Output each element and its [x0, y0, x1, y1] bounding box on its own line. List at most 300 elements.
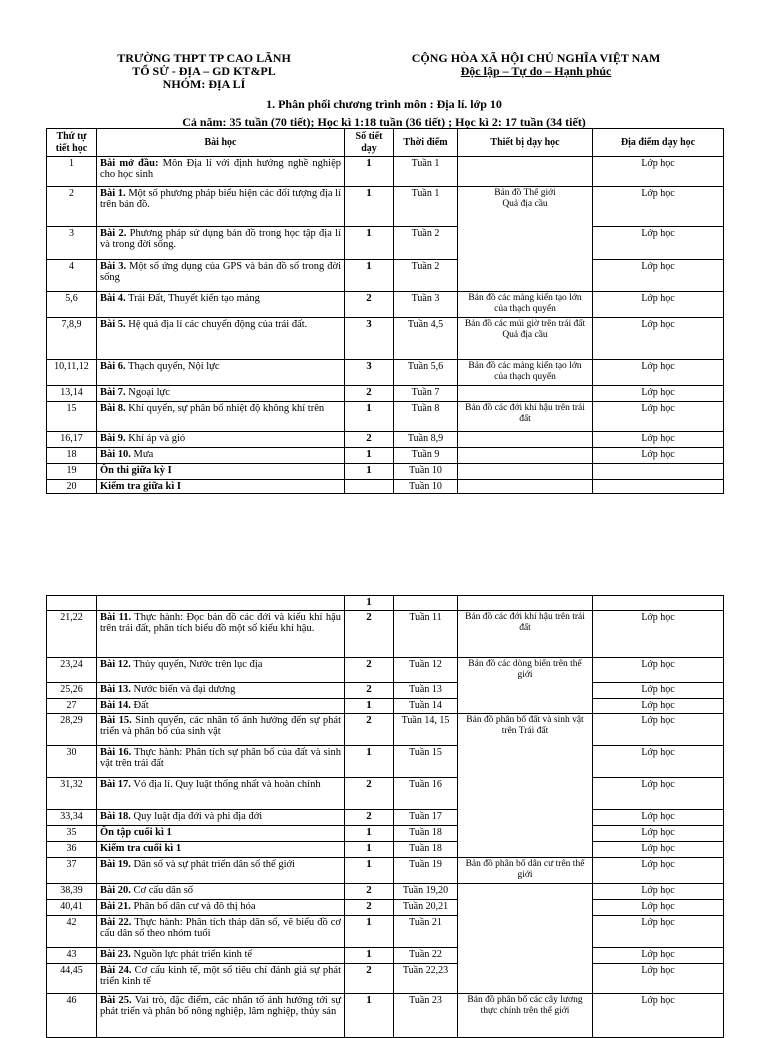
periods-cell — [345, 157, 394, 187]
week-cell-text: Tuần 19 — [409, 858, 442, 870]
week-cell-text: Tuần 8,9 — [407, 432, 444, 444]
lesson-cell — [97, 658, 345, 683]
order-cell-text: 13,14 — [60, 386, 83, 398]
schedule-table-1 — [46, 128, 724, 494]
location-cell-text: Lớp học — [641, 964, 675, 976]
table-row — [47, 227, 724, 260]
order-cell-text: 23,24 — [60, 659, 83, 670]
lesson-cell — [97, 777, 345, 809]
table-row — [47, 745, 724, 777]
periods-cell-text: 1 — [366, 260, 372, 272]
location-cell — [593, 292, 724, 318]
order-cell-text: 19 — [66, 464, 77, 476]
table-row — [47, 187, 724, 227]
location-cell-text: Lớp học — [641, 402, 675, 414]
lesson-cell — [97, 899, 345, 915]
order-cell — [47, 699, 97, 713]
periods-cell — [345, 947, 394, 963]
location-cell — [593, 157, 724, 187]
table-row — [47, 841, 724, 857]
periods-cell — [345, 883, 394, 899]
location-cell-text: Lớp học — [641, 916, 675, 928]
week-cell — [394, 777, 458, 809]
location-cell-text: Lớp học — [641, 293, 675, 304]
periods-cell-text: 1 — [366, 463, 372, 476]
location-cell-text: Lớp học — [641, 188, 675, 199]
week-cell-text: Tuần 3 — [411, 293, 440, 304]
order-cell — [47, 745, 97, 777]
periods-cell — [345, 713, 394, 745]
lesson-cell — [97, 479, 345, 493]
equipment-cell — [458, 318, 593, 360]
table-row — [47, 777, 724, 809]
order-cell — [47, 385, 97, 401]
lesson-cell — [97, 260, 345, 292]
lesson-title: Bài 11. — [100, 612, 132, 623]
equipment-cell — [458, 385, 593, 401]
periods-cell-text: 2 — [366, 611, 372, 623]
lesson-cell — [97, 745, 345, 777]
national-motto: Độc lập – Tự do – Hạnh phúc — [460, 64, 612, 78]
periods-cell — [345, 318, 394, 360]
order-cell — [47, 157, 97, 187]
location-cell — [593, 611, 724, 658]
location-cell-text: Lớp học — [641, 228, 675, 239]
location-cell — [593, 227, 724, 260]
location-cell — [593, 745, 724, 777]
lesson-cell — [97, 227, 345, 260]
lesson-title: Bài 24. — [100, 964, 132, 976]
lesson-cell — [97, 713, 345, 745]
location-cell-text: Lớp học — [641, 261, 675, 272]
table-row — [47, 401, 724, 431]
lesson-cell — [97, 360, 345, 386]
week-cell — [394, 187, 458, 227]
equipment-cell — [458, 713, 593, 745]
week-cell-text: Tuần 2 — [411, 261, 440, 272]
location-cell-text: Lớp học — [641, 684, 675, 696]
week-cell-text: Tuần 18 — [409, 842, 442, 854]
location-cell-text: Lớp học — [641, 884, 675, 896]
lesson-title: Ôn tập cuối kì 1 — [100, 826, 172, 838]
order-cell — [47, 777, 97, 809]
periods-cell — [345, 187, 394, 227]
table-row — [47, 713, 724, 745]
order-cell-text: 10,11,12 — [54, 361, 89, 372]
week-cell — [394, 611, 458, 658]
document-subtitle: Cả năm: 35 tuần (70 tiết); Học kì 1:18 tuần (36 tiết) ; Học kì 2: 17 tuần (34 tiết) — [182, 115, 586, 129]
table-body — [47, 157, 724, 494]
lesson-title: Bài 16. — [100, 746, 132, 758]
periods-cell-text: 1 — [366, 993, 372, 1006]
week-cell — [394, 915, 458, 947]
order-cell — [47, 915, 97, 947]
table-row — [47, 993, 724, 1037]
order-cell-text: 1 — [69, 158, 74, 169]
lesson-cell — [97, 947, 345, 963]
table-row — [47, 447, 724, 463]
location-cell-text: Lớp học — [641, 994, 675, 1006]
location-cell — [593, 463, 724, 479]
lesson-description: Phương pháp sử dụng bản đồ trong học tập địa lí và trong đời sống. — [100, 228, 342, 251]
location-cell — [593, 993, 724, 1037]
equipment-cell — [458, 947, 593, 963]
lesson-cell — [97, 883, 345, 899]
location-cell — [593, 260, 724, 292]
periods-cell — [345, 899, 394, 915]
location-cell — [593, 699, 724, 713]
lesson-description: Vỏ địa lí. Quy luật thống nhất và hoàn chỉnh — [130, 778, 321, 790]
order-cell-text: 2 — [69, 188, 74, 199]
week-cell-text: Tuần 22,23 — [402, 964, 449, 976]
week-cell-text: Tuần 9 — [411, 448, 440, 460]
order-cell — [47, 447, 97, 463]
location-cell-text: Lớp học — [641, 778, 675, 790]
periods-cell-text: 2 — [366, 431, 372, 444]
week-cell-text: Tuần 14 — [409, 700, 442, 712]
lesson-cell — [97, 993, 345, 1037]
periods-cell — [345, 745, 394, 777]
week-cell — [394, 157, 458, 187]
location-cell-text: Lớp học — [641, 612, 675, 623]
equipment-cell-text: Bản đồ các đới khí hậu trên trái đất — [465, 402, 585, 425]
location-cell-text: Lớp học — [641, 386, 675, 398]
lesson-title: Bài 14. — [100, 700, 131, 712]
location-cell — [593, 318, 724, 360]
lesson-title: Bài 2. — [100, 228, 127, 239]
equipment-cell — [458, 292, 593, 318]
lesson-cell — [97, 809, 345, 825]
table-row — [47, 915, 724, 947]
periods-cell-text: 1 — [366, 841, 372, 854]
lesson-title: Bài 6. — [100, 361, 126, 372]
lesson-cell — [97, 699, 345, 713]
periods-cell — [345, 227, 394, 260]
equipment-cell — [458, 809, 593, 825]
lesson-title: Bài 13. — [100, 684, 131, 696]
periods-cell — [345, 963, 394, 993]
equipment-cell — [458, 993, 593, 1037]
lesson-title: Bài 22. — [100, 916, 132, 928]
location-cell — [593, 360, 724, 386]
week-cell — [394, 479, 458, 493]
table-row — [47, 883, 724, 899]
week-cell-text: Tuần 20,21 — [402, 900, 449, 912]
lesson-description: Mưa — [130, 448, 154, 460]
periods-cell-text: 2 — [366, 292, 372, 304]
order-cell — [47, 431, 97, 447]
lesson-cell — [97, 463, 345, 479]
lesson-cell — [97, 857, 345, 883]
lesson-cell — [97, 187, 345, 227]
week-cell — [394, 360, 458, 386]
periods-cell-text: 2 — [366, 385, 372, 398]
lesson-cell — [97, 841, 345, 857]
equipment-cell-text: Bản đồ các mảng kiến tạo lớn của thạch quyển — [468, 361, 582, 383]
periods-cell-text: 1 — [366, 227, 372, 239]
table-row — [47, 963, 724, 993]
week-cell-text: Tuần 12 — [409, 659, 442, 670]
order-cell — [47, 463, 97, 479]
periods-cell — [345, 915, 394, 947]
lesson-cell — [97, 963, 345, 993]
order-cell — [47, 993, 97, 1037]
week-cell — [394, 431, 458, 447]
order-cell — [47, 401, 97, 431]
lesson-description: Thực hành: Phân tích tháp dân số, vẽ biểu đồ cơ cấu dân số theo nhóm tuổi — [100, 916, 341, 939]
order-cell-text: 31,32 — [60, 778, 83, 790]
week-cell-text: Tuần 23 — [409, 994, 442, 1006]
order-cell-text: 5,6 — [65, 293, 78, 304]
periods-cell-text: 1 — [366, 745, 372, 758]
col-header-location: Địa điểm dạy học — [593, 129, 724, 157]
lesson-description: Quy luật địa đới và phi địa đới — [130, 810, 263, 822]
lesson-description: Cơ cấu dân số — [130, 884, 194, 896]
week-cell-text: Tuần 21 — [409, 916, 442, 928]
lesson-title: Bài 21. — [100, 900, 131, 912]
order-cell — [47, 318, 97, 360]
lesson-title: Bài 18. — [100, 810, 131, 822]
equipment-cell — [458, 915, 593, 947]
equipment-cell — [458, 463, 593, 479]
periods-cell-text: 1 — [366, 401, 372, 414]
week-cell-text: Tuần 14, 15 — [401, 714, 450, 726]
location-cell — [593, 431, 724, 447]
week-cell — [394, 857, 458, 883]
lesson-cell — [97, 292, 345, 318]
location-cell-text: Lớp học — [641, 659, 675, 670]
equipment-cell-text: Bản đồ phân bố dân cư trên thế giới — [465, 858, 585, 881]
order-cell — [47, 658, 97, 683]
week-cell-text: Tuần 11 — [409, 612, 442, 623]
order-cell — [47, 292, 97, 318]
order-cell-text: 30 — [66, 746, 77, 758]
order-cell — [47, 809, 97, 825]
location-cell — [593, 947, 724, 963]
table-row — [47, 292, 724, 318]
periods-cell-text: 2 — [366, 809, 372, 822]
order-cell — [47, 360, 97, 386]
equipment-cell — [458, 777, 593, 809]
lesson-title: Bài 3. — [100, 261, 127, 272]
periods-cell — [345, 658, 394, 683]
order-cell-text: 16,17 — [60, 432, 83, 444]
equipment-cell-text: Bản đồ phân bố đất và sinh vật trên Trái đất — [466, 714, 584, 737]
location-cell — [593, 683, 724, 699]
week-cell — [394, 713, 458, 745]
equipment-cell-text: Bản đồ các dòng biển trên thế giới — [468, 659, 582, 681]
lesson-description: Phân bố dân cư và đô thị hóa — [130, 900, 256, 912]
lesson-title: Bài mở đầu: — [100, 158, 159, 169]
lesson-cell — [97, 915, 345, 947]
location-cell-text: Lớp học — [641, 842, 675, 854]
order-cell-text: 15 — [66, 402, 77, 414]
periods-cell — [345, 825, 394, 841]
periods-cell-text: 1 — [366, 699, 372, 712]
equipment-cell — [458, 360, 593, 386]
equipment-cell — [458, 227, 593, 260]
location-cell — [593, 658, 724, 683]
equipment-cell — [458, 658, 593, 683]
week-cell — [394, 699, 458, 713]
equipment-cell — [458, 963, 593, 993]
week-cell — [394, 825, 458, 841]
lesson-cell — [97, 157, 345, 187]
group-name: NHÓM: ĐỊA LÍ — [162, 77, 246, 91]
periods-cell-text: 1 — [366, 857, 372, 870]
week-cell-text: Tuần 15 — [409, 746, 442, 758]
location-cell — [593, 385, 724, 401]
equipment-cell-text: Bản đồ phân bố các cây lương thực chính trên thế giới — [467, 994, 583, 1016]
school-header — [84, 52, 324, 91]
schedule-table-2 — [46, 595, 724, 1038]
location-cell — [593, 713, 724, 745]
periods-cell — [345, 260, 394, 292]
lesson-title: Bài 20. — [100, 884, 131, 896]
location-cell — [593, 187, 724, 227]
location-cell — [593, 596, 724, 611]
periods-cell-text: 2 — [366, 883, 372, 896]
lesson-title: Bài 9. — [100, 432, 126, 444]
week-cell-text: Tuần 18 — [409, 826, 442, 838]
table-row — [47, 596, 724, 611]
lesson-cell — [97, 825, 345, 841]
lesson-title: Bài 25. — [100, 994, 132, 1006]
equipment-cell — [458, 841, 593, 857]
lesson-title: Bài 8. — [100, 402, 126, 414]
col-header-order: Thứ tự tiết học — [47, 129, 97, 157]
order-cell-text: 21,22 — [60, 612, 83, 623]
table-row — [47, 385, 724, 401]
table-row — [47, 857, 724, 883]
periods-cell — [345, 993, 394, 1037]
equipment-cell-text: Bản đồ các mảng kiến tạo lớn của thạch quyển — [468, 293, 582, 315]
week-cell — [394, 683, 458, 699]
lesson-cell — [97, 385, 345, 401]
lesson-description: Cơ cấu kinh tế, một số tiêu chí đánh giá sự phát triển kinh tế — [100, 964, 341, 987]
location-cell — [593, 841, 724, 857]
location-cell-text: Lớp học — [641, 700, 675, 712]
location-cell — [593, 883, 724, 899]
location-cell-text: Lớp học — [641, 858, 675, 870]
location-cell-text: Lớp học — [641, 900, 675, 912]
lesson-description: Đất — [130, 700, 149, 712]
periods-cell — [345, 841, 394, 857]
week-cell — [394, 292, 458, 318]
order-cell — [47, 227, 97, 260]
lesson-description: Thạch quyển, Nội lực — [125, 361, 220, 372]
week-cell-text: Tuần 19,20 — [402, 884, 449, 896]
lesson-title: Bài 1. — [100, 188, 126, 199]
table-row — [47, 825, 724, 841]
periods-cell — [345, 447, 394, 463]
periods-cell — [345, 611, 394, 658]
lesson-description: Một số phương pháp biểu hiện các đối tượng địa lí trên bản đồ. — [100, 188, 342, 211]
periods-cell-text: 1 — [366, 825, 372, 838]
week-cell-text: Tuần 5,6 — [407, 361, 444, 372]
order-cell-text: 28,29 — [60, 714, 83, 726]
lesson-description: Thực hành: Đọc bản đồ các đới và kiểu khí hậu trên trái đất, phân tích biểu đồ một số kiểu khí hậu. — [100, 612, 341, 635]
lesson-description: Ngoại lực — [125, 386, 170, 398]
periods-cell — [345, 683, 394, 699]
week-cell — [394, 260, 458, 292]
periods-cell-text: 2 — [366, 899, 372, 912]
order-cell — [47, 187, 97, 227]
table-row — [47, 157, 724, 187]
lesson-description: Khí áp và gió — [125, 432, 186, 444]
location-cell — [593, 899, 724, 915]
lesson-title: Bài 12. — [100, 659, 131, 670]
school-name: TRƯỜNG THPT TP CAO LÃNH — [117, 51, 291, 65]
week-cell — [394, 993, 458, 1037]
national-title: CỘNG HÒA XÃ HỘI CHỦ NGHĨA VIỆT NAM — [411, 51, 661, 65]
equipment-cell — [458, 479, 593, 493]
lesson-description: Môn Địa lí với định hướng nghề nghiệp cho học sinh — [100, 158, 341, 181]
periods-cell-text: 3 — [366, 318, 372, 330]
order-cell-text: 44,45 — [60, 964, 83, 976]
periods-cell — [345, 479, 394, 493]
table-row — [47, 899, 724, 915]
equipment-cell — [458, 401, 593, 431]
week-cell-text: Tuần 1 — [411, 188, 440, 199]
lesson-title: Bài 5. — [100, 319, 126, 330]
equipment-cell — [458, 899, 593, 915]
periods-cell-text: 1 — [366, 447, 372, 460]
lesson-description: Nguồn lực phát triển kinh tế — [130, 948, 253, 960]
lesson-title: Kiểm tra giữa kì I — [100, 480, 181, 492]
location-cell-text: Lớp học — [641, 448, 675, 460]
week-cell-text: Tuần 8 — [411, 402, 440, 414]
equipment-cell — [458, 611, 593, 658]
week-cell-text: Tuần 2 — [411, 228, 440, 239]
col-header-equipment: Thiết bị dạy học — [458, 129, 593, 157]
equipment-cell-text: Bản đồ các đới khí hậu trên trái đất — [465, 612, 585, 634]
week-cell — [394, 463, 458, 479]
order-cell — [47, 947, 97, 963]
week-cell-text: Tuần 13 — [409, 684, 442, 696]
order-cell — [47, 611, 97, 658]
equipment-cell — [458, 825, 593, 841]
week-cell — [394, 401, 458, 431]
order-cell — [47, 857, 97, 883]
lesson-description: Khí quyển, sự phân bố nhiệt độ không khí trên — [125, 402, 325, 414]
lesson-title: Bài 4. — [100, 293, 126, 304]
order-cell-text: 46 — [66, 994, 77, 1006]
periods-cell — [345, 360, 394, 386]
periods-cell — [345, 292, 394, 318]
location-cell — [593, 777, 724, 809]
table-row — [47, 260, 724, 292]
order-cell — [47, 479, 97, 493]
lesson-description: Hệ quả địa lí các chuyển động của trái đất. — [125, 319, 308, 330]
order-cell-text: 3 — [69, 228, 74, 239]
table-row — [47, 611, 724, 658]
order-cell-text: 25,26 — [60, 684, 83, 696]
equipment-cell — [458, 883, 593, 899]
equipment-cell — [458, 857, 593, 883]
order-cell — [47, 841, 97, 857]
equipment-cell — [458, 745, 593, 777]
location-cell — [593, 809, 724, 825]
week-cell — [394, 385, 458, 401]
location-cell-text: Lớp học — [641, 158, 675, 169]
table-row — [47, 360, 724, 386]
week-cell-text: Tuần 17 — [409, 810, 442, 822]
lesson-description: Vai trò, đặc điểm, các nhân tố ảnh hưởng tới sự phát triển và phân bố nông nghiệp, lâm nghiệp, thủy sản — [100, 994, 342, 1017]
periods-cell-text: 2 — [366, 683, 372, 696]
week-cell-text: Tuần 10 — [409, 464, 442, 476]
location-cell — [593, 447, 724, 463]
